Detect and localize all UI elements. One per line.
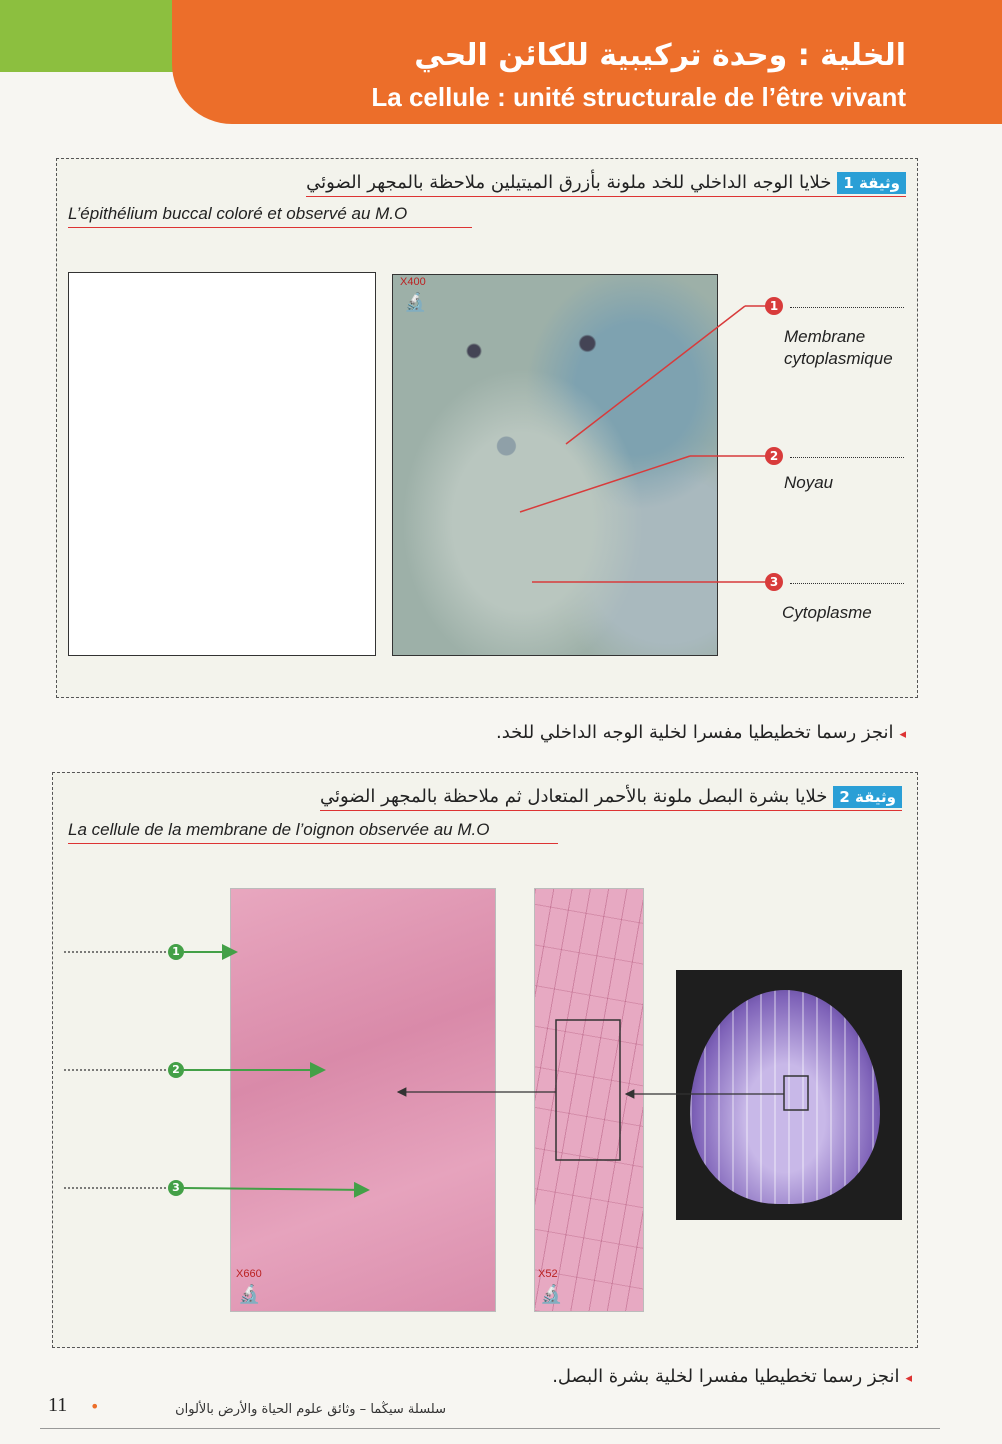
label-number-1: 1 — [168, 944, 184, 960]
microscope-icon: 🔬 — [540, 1284, 563, 1305]
magnification-label: X400 — [400, 276, 426, 288]
label-noyau: Noyau — [784, 473, 834, 492]
instruction-2-text: انجز رسما تخطيطيا مفسرا لخلية بشرة البصل. — [552, 1366, 900, 1387]
footer-dot: • — [90, 1397, 100, 1416]
magnification-label-x52: X52 — [538, 1268, 558, 1280]
label-cytoplasme: Cytoplasme — [782, 603, 872, 622]
triangle-bullet-icon: ◂ — [899, 727, 906, 742]
label-membrane: Membrane cytoplasmique — [784, 327, 893, 368]
instruction-2 — [552, 1366, 912, 1387]
microscope-icon: 🔬 — [404, 292, 427, 313]
document-2-subtitle: La cellule de la membrane de l’oignon observée au M.O — [68, 820, 558, 844]
microscope-icon: 🔬 — [238, 1284, 261, 1305]
page-title-arabic: الخلية : وحدة تركيبية للكائن الحي — [414, 38, 906, 73]
label-number-2: 2 — [765, 447, 783, 465]
document-1-title-text: خلايا الوجه الداخلي للخد ملونة بأزرق الميتيلين ملاحظة بالمجهر الضوئي — [306, 172, 832, 193]
triangle-bullet-icon: ◂ — [905, 1371, 912, 1386]
footer-rule — [40, 1428, 940, 1429]
instruction-1-text: انجز رسما تخطيطيا مفسرا لخلية الوجه الداخلي للخد. — [495, 722, 894, 743]
page-title-french: La cellule : unité structurale de l’être vivant — [371, 82, 906, 112]
label-number-3: 3 — [168, 1180, 184, 1196]
label-number-3: 3 — [765, 573, 783, 591]
magnification-label-x660: X660 — [236, 1268, 262, 1280]
label-number-2: 2 — [168, 1062, 184, 1078]
document-2-title-text: خلايا بشرة البصل ملونة بالأحمر المتعادل ثم ملاحظة بالمجهر الضوئي — [319, 786, 828, 807]
footer-series-text: سلسلة سيڭما – وثائق علوم الحياة والأرض بالألوان — [175, 1402, 446, 1417]
page-number: 11 — [48, 1394, 68, 1416]
document-2-badge: وثيقة 2 — [833, 786, 902, 808]
document-1-badge: وثيقة 1 — [837, 172, 906, 194]
label-number-1: 1 — [765, 297, 783, 315]
document-1-subtitle: L’épithélium buccal coloré et observé au M.O — [68, 204, 472, 228]
